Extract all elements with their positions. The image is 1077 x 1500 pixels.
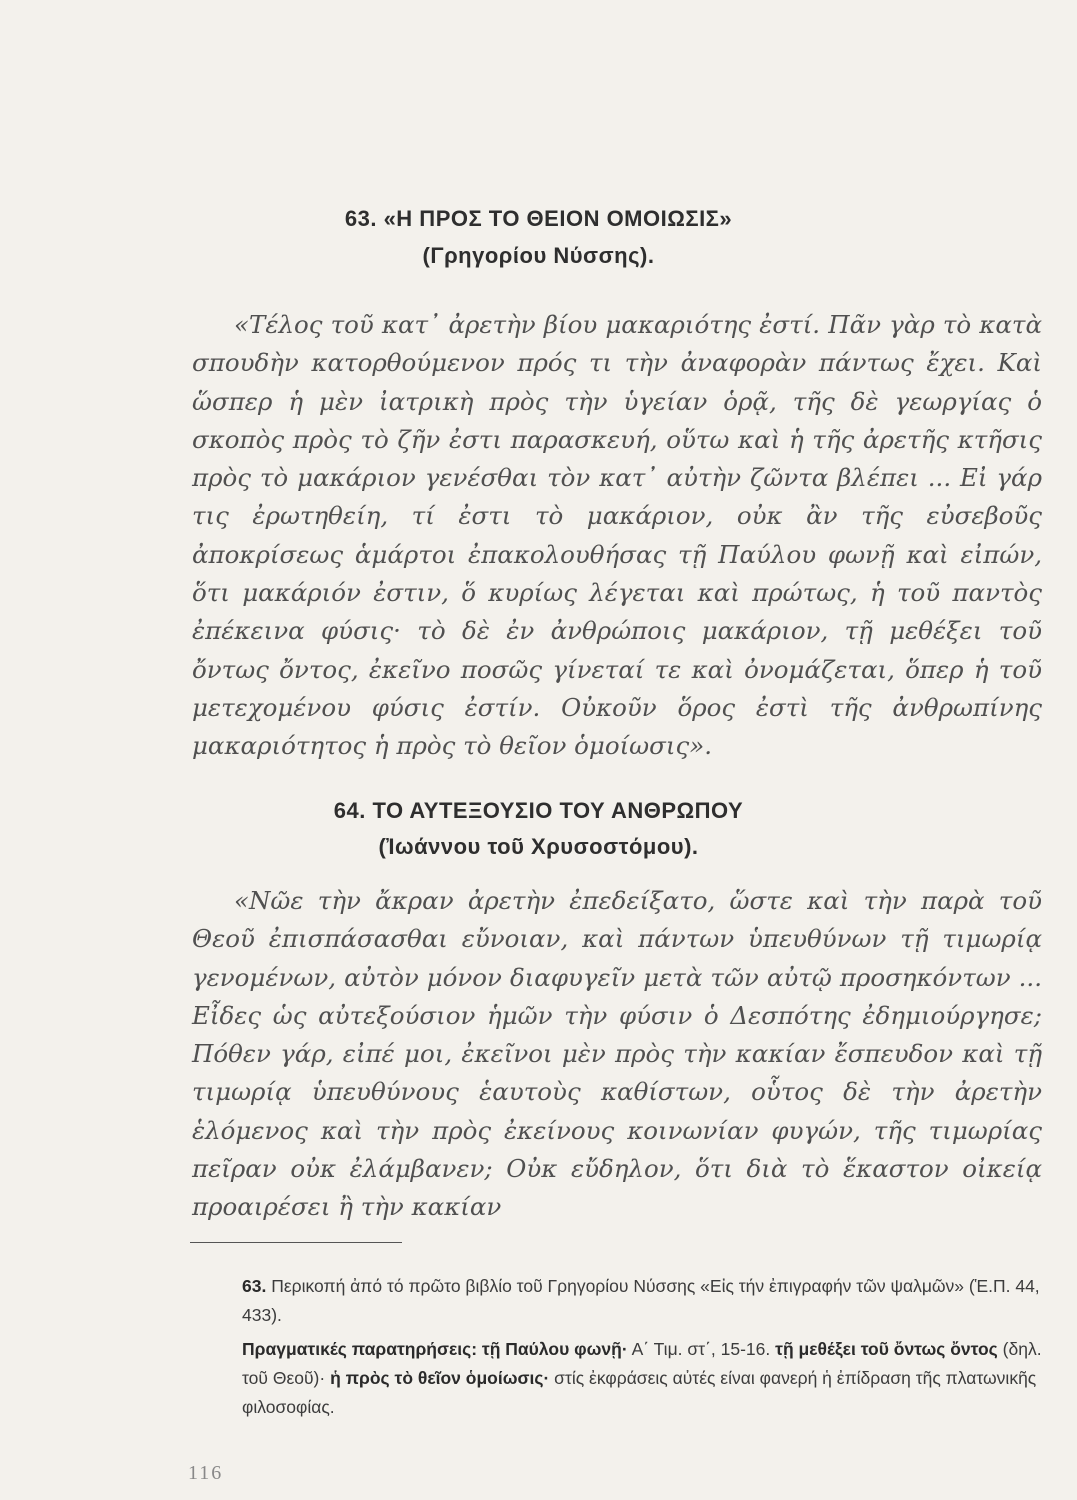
footnote-number: 63. (242, 1276, 267, 1296)
observation-ref-1: Α΄ Τιμ. στ΄, 15-16. (631, 1339, 771, 1359)
section-64-subtitle: (Ἰωάννου τοῦ Χρυσοστόμου). (378, 834, 699, 859)
observation-term-2: τῇ μεθέξει τοῦ ὄντως ὄντος (775, 1339, 998, 1359)
observation-ref-2: (δηλ. τοῦ Θεοῦ)· (242, 1339, 1042, 1388)
section-64-title: 64. ΤΟ ΑΥΤΕΞΟΥΣΙΟ ΤΟΥ ΑΝΘΡΩΠΟΥ (333, 798, 744, 823)
observation-ref-3: στίς ἐκφράσεις αὐτές είναι φανερή ἡ ἐπίδραση τῆς πλατωνικῆς φιλοσοφίας. (242, 1368, 1037, 1417)
footnote-source (242, 1272, 1042, 1330)
footnote-observations (242, 1335, 1042, 1422)
section-63-title: 63. «Η ΠΡΟΣ ΤΟ ΘΕΙΟΝ ΟΜΟΙΩΣΙΣ» (344, 206, 733, 231)
footnote-source-text: Περικοπή ἀπό τό πρῶτο βιβλίο τοῦ Γρηγορίου Νύσσης «Εἰς τήν ἐπιγραφήν τῶν ψαλμῶν» (Ἑ.Π. 44, 433). (242, 1276, 1040, 1325)
observation-term-1: τῇ Παύλου φωνῇ· (481, 1339, 628, 1359)
section-63-subtitle: (Γρηγορίου Νύσσης). (422, 243, 655, 268)
footnote-divider (190, 1242, 402, 1243)
section-63-text: «Τέλος τοῦ κατ᾽ ἀρετὴν βίου μακαριότης ἐστί. Πᾶν γὰρ τὸ κατὰ σπουδὴν κατορθούμενον πρός τι τὴν ἀναφορὰν πάντως ἔχει. Καὶ ὥσπερ ἡ μὲν ἰατρικὴ πρὸς τὴν ὑγείαν ὁρᾷ, τῆς δὲ γεωργίας ὁ σκοπὸς πρὸς τὸ ζῆν ἐστι παρασκευή, οὕτω καὶ ἡ τῆς ἀρετῆς κτῆσις πρὸς τὸ μακάριον γενέσθαι τὸν κατ᾽ αὐτὴν ζῶντα βλέπει ... Εἰ γάρ τις ἐρωτηθείη, τί ἐστι τὸ μακάριον, οὐκ ἂν τῆς εὐσεβοῦς ἀποκρίσεως ἁμάρτοι ἐπακολουθήσας τῇ Παύλου φωνῇ καὶ εἰπών, ὅτι μακάριόν ἐστιν, ὅ κυρίως λέγεται καὶ πρώτως, ἡ τοῦ παντὸς ἐπέκεινα φύσις· τὸ δὲ ἐν ἀνθρώποις μακάριον, τῇ μεθέξει τοῦ ὄντως ὄντος, ἐκεῖνο ποσῶς γίνεταί τε καὶ ὀνομάζεται, ὅπερ ἡ τοῦ μετεχομένου φύσις ἐστίν. Οὐκοῦν ὅρος ἐστὶ τῆς ἀνθρωπίνης μακαριότητος ἡ πρὸς τὸ θεῖον ὁμοίωσις». (192, 310, 1042, 761)
section-64-text: «Νῶε τὴν ἄκραν ἀρετὴν ἐπεδείξατο, ὥστε καὶ τὴν παρὰ τοῦ Θεοῦ ἐπισπάσασθαι εὔνοιαν, καὶ πάντων ὑπευθύνων τῇ τιμωρίᾳ γενομένων, αὐτὸν μόνον διαφυγεῖν μετὰ τῶν αὐτῷ προσηκόντων ... Εἶδες ὡς αὐτεξούσιον ἡμῶν τὴν φύσιν ὁ Δεσπότης ἐδημιούργησε; Πόθεν γάρ, εἰπέ μοι, ἐκεῖνοι μὲν πρὸς τὴν κακίαν ἔσπευδον καὶ τῇ τιμωρίᾳ ὑπευθύνους ἑαυτοὺς καθίστων, οὗτος δὲ τὴν ἀρετὴν ἑλόμενος καὶ τὴν πρὸς ἐκείνους κοινωνίαν φυγών, τῆς τιμωρίας πεῖραν οὐκ ἐλάμβανεν; Οὐκ εὔδηλον, ὅτι διὰ τὸ ἕκαστον οἰκείᾳ προαιρέσει ἢ τὴν κακίαν (192, 886, 1042, 1222)
page-number: 116 (188, 1462, 224, 1484)
observation-term-3: ἡ πρὸς τὸ θεῖον ὁμοίωσις· (330, 1368, 550, 1388)
observations-label: Πραγματικές παρατηρήσεις: (242, 1339, 478, 1359)
